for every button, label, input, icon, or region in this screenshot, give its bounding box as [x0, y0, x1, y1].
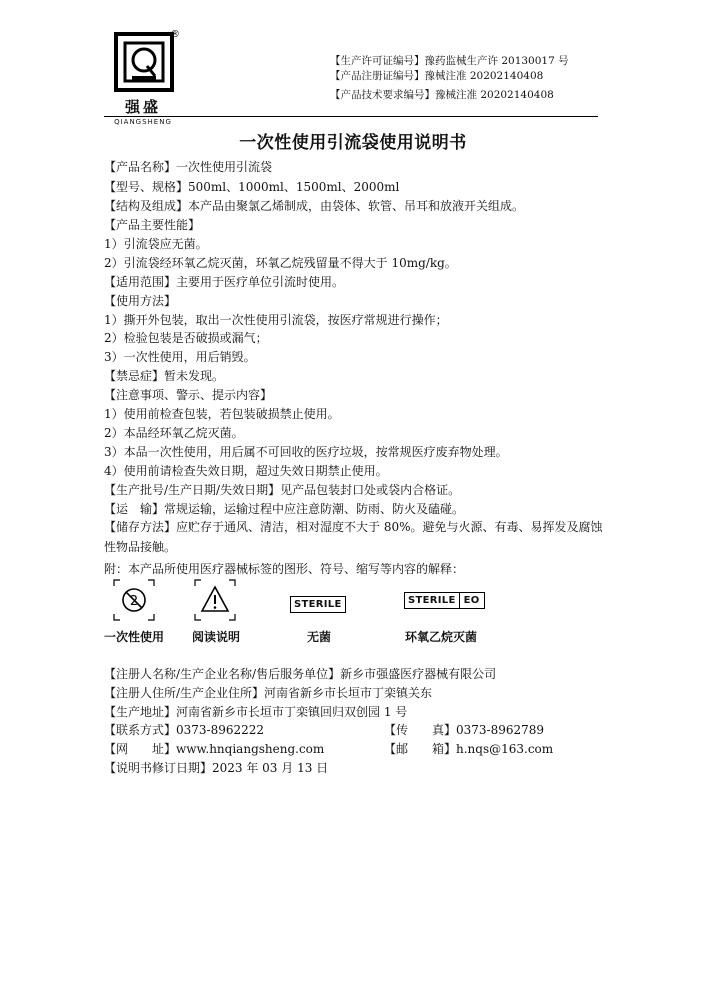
body-line: 【型号、规格】500ml、1000ml、1500ml、2000ml: [104, 180, 400, 194]
body-line: 【产品名称】一次性使用引流袋: [104, 160, 273, 174]
body-line: 1）使用前检查包装，若包装破损禁止使用。: [104, 407, 340, 421]
body-line: 4）使用前请检查失效日期，超过失效日期禁止使用。: [104, 464, 388, 478]
body-line: 2）检验包装是否破损或漏气；: [104, 331, 268, 345]
body-line: 【适用范围】主要用于医疗单位引流时使用。: [104, 275, 345, 289]
storage-method: 【储存方法】应贮存于通风、清洁，相对湿度不大于 80%。避免与火源、有毒、易挥发及腐蚀性物品接触。: [104, 520, 603, 554]
production-address: 【生产地址】河南省新乡市长垣市丁栾镇回归双创园 1 号: [104, 705, 408, 719]
contact-phone: 【联系方式】0373-8962222: [104, 723, 265, 737]
svg-text:2: 2: [129, 594, 139, 609]
symbol-label-single-use: 一次性使用: [104, 630, 165, 644]
body-line: 3）一次性使用，用后销毁。: [104, 350, 256, 364]
logo-chinese-name: 强盛: [124, 98, 161, 116]
logo-english-name: QIANGSHENG: [114, 118, 172, 126]
contact-website: 【网 址】www.hnqiangsheng.com: [104, 742, 325, 756]
registrant-name: 【注册人名称/生产企业名称/售后服务单位】新乡市强盛医疗器械有限公司: [104, 667, 497, 681]
technical-requirement: 【产品技术要求编号】豫械注准 20202140408: [330, 89, 554, 101]
registered-mark: ®: [170, 29, 180, 40]
body-line: 【运 输】常规运输，运输过程中应注意防潮、防雨、防火及磕碰。: [104, 502, 465, 516]
body-line: 【生产批号/生产日期/失效日期】见产品包装封口处或袋内合格证。: [104, 483, 461, 497]
sterile-text: STERILE: [294, 599, 342, 610]
production-license: 【生产许可证编号】豫药监械生产许 20130017 号: [330, 55, 569, 67]
body-line: 【禁忌症】暂未发现。: [104, 369, 225, 383]
body-line: 【产品主要性能】: [104, 218, 201, 232]
contact-email: 【邮 箱】h.nqs@163.com: [384, 742, 554, 756]
consult-instructions-icon: [193, 578, 237, 622]
body-line: 【结构及组成】本产品由聚氯乙烯制成，由袋体、软管、吊耳和放液开关组成。: [104, 199, 525, 213]
body-line: 3）本品一次性使用，用后属不可回收的医疗垃圾，按常规医疗废弃物处理。: [104, 445, 508, 459]
body-line: 2）引流袋经环氧乙烷灭菌，环氧乙烷残留量不得大于 10mg/kg。: [104, 256, 457, 270]
symbol-label-sterile: 无菌: [307, 630, 332, 644]
sterile-eo-text: STERILE: [408, 595, 456, 606]
do-not-reuse-icon: [112, 578, 156, 622]
revision-date: 【说明书修订日期】2023 年 03 月 13 日: [104, 761, 329, 775]
sterile-eo-symbol: [404, 592, 485, 609]
body-line: 1）撕开外包装，取出一次性使用引流袋，按医疗常规进行操作；: [104, 313, 448, 327]
contact-fax: 【传 真】0373-8962789: [384, 723, 545, 737]
symbol-label-eo-sterilized: 环氧乙烷灭菌: [405, 630, 478, 644]
body-line: 2）本品经环氧乙烷灭菌。: [104, 426, 244, 440]
sterile-symbol: [290, 596, 346, 613]
page-title: 一次性使用引流袋使用说明书: [239, 133, 467, 153]
body-line: 【使用方法】: [104, 294, 177, 308]
body-line: 1）引流袋应无菌。: [104, 237, 208, 251]
registration-certificate: 【产品注册证编号】豫械注准 20202140408: [330, 70, 544, 82]
body-line: 【注意事项、警示、提示内容】: [104, 388, 273, 402]
appendix-note: 附：本产品所使用医疗器械标签的图形、符号、缩写等内容的解释：: [104, 562, 465, 576]
eo-text: EO: [459, 593, 484, 608]
symbol-label-read-instructions: 阅读说明: [192, 630, 241, 644]
registrant-address: 【注册人住所/生产企业住所】河南省新乡市长垣市丁栾镇关东: [104, 686, 433, 700]
header-divider: [104, 116, 598, 117]
logo-mark-icon: [114, 32, 174, 92]
